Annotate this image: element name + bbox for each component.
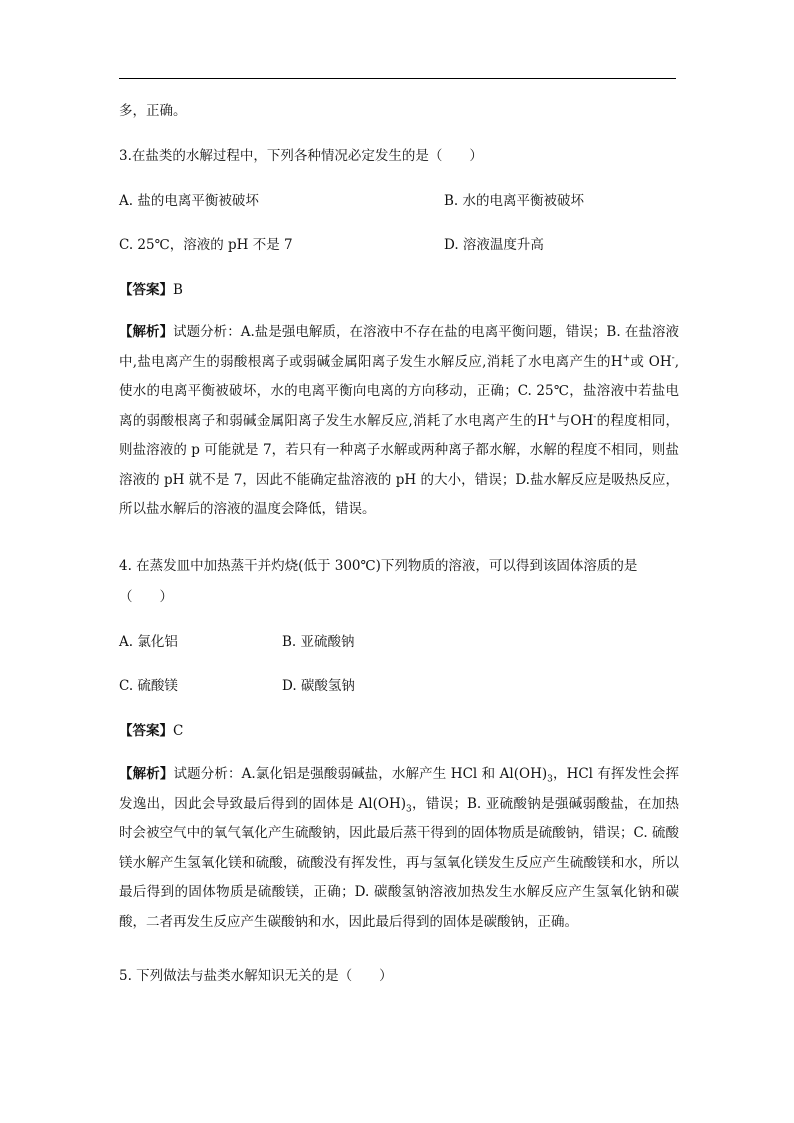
q3-option-b: B. 水的电离平衡被破坏 [444, 193, 585, 209]
q4-stem-line-1: 4. 在蒸发皿中加热蒸干并灼烧(低于 300℃)下列物质的溶液，可以得到该固体溶质的是 [119, 558, 638, 574]
q3-analysis-text-4: 与OH [556, 412, 594, 429]
q3-analysis-sup-2: - [671, 353, 675, 363]
q3-option-d: D. 溶液温度升高 [444, 237, 544, 253]
q4-option-b: B. 亚硫酸钠 [282, 634, 355, 650]
q4-analysis [119, 760, 679, 937]
q4-analysis-text-3: ，错误；B. 亚硫酸钠是强碱弱酸盐，在加热时会被空气中的氧气氧化产生硫酸钠，因此最后蒸干得到的固体物质是硫酸钠，错误；C. 硫酸镁水解产生氢氧化镁和硫酸，硫酸没有挥发性，再与氢氧化镁发生反应产生硫酸镁和水，所以最后得到的固体物质是硫酸镁，正确；D. 碳酸氢钠溶液加热发生水解反应产生氢氧化钠和碳酸，二者再发生反应产生碳酸钠和水，因此最后得到的固体是碳酸钠，正确。 [119, 795, 679, 930]
q3-analysis-text-3: , 使水的电离平衡被破坏，水的电离平衡向电离的方向移动，正确；C. 25℃，盐溶液中若盐电离的弱酸根离子和弱碱金属阳离子发生水解反应,消耗了水电离产生的H [119, 353, 679, 429]
q4-option-a: A. 氯化铝 [119, 634, 178, 650]
q3-answer-label: 【答案】 [119, 282, 173, 298]
q4-analysis-sub-1: 3 [547, 774, 553, 785]
q4-option-d: D. 碳酸氢钠 [282, 678, 355, 694]
q3-analysis-text-5: 的程度相同，则盐溶液的 p 可能就是 7，若只有一种离子水解或两种离子都水解，水解的程度不相同，则盐溶液的 pH 就不是 7，因此不能确定盐溶液的 pH 的大小，错误；D.盐水解反应是吸热反应，所以盐水解后的溶液的温度会降低，错误。 [119, 412, 679, 517]
q4-analysis-sub-2: 3 [406, 804, 412, 815]
q3-option-a: A. 盐的电离平衡被破坏 [119, 193, 259, 209]
q3-stem: 3.在盐类的水解过程中，下列各种情况必定发生的是（ ） [119, 148, 483, 164]
q3-analysis-sup-1: + [622, 353, 631, 363]
q3-analysis-text-1: 试题分析：A.盐是强电解质，在溶液中不存在盐的电离平衡问题，错误；B. 在盐溶液中,盐电离产生的弱酸根离子或弱碱金属阳离子发生水解反应,消耗了水电离产生的H [119, 324, 680, 370]
q4-answer-label: 【答案】 [119, 723, 173, 739]
q5-stem: 5. 下列做法与盐类水解知识无关的是（ ） [119, 968, 393, 984]
q4-analysis-label: 【解析】 [119, 766, 174, 782]
q4-analysis-text-1: 试题分析：A.氯化铝是强酸弱碱盐，水解产生 HCl 和 Al(OH) [173, 766, 548, 782]
q3-analysis-label: 【解析】 [119, 324, 174, 340]
q4-answer-value: C [173, 723, 184, 739]
q3-analysis [119, 318, 679, 525]
q4-answer [119, 721, 183, 741]
q3-answer-value: B [173, 282, 183, 298]
continuation-text: 多，正确。 [119, 103, 187, 119]
q3-analysis-sup-3: + [548, 412, 557, 422]
q4-stem-line-2: （ ） [119, 589, 173, 605]
q3-analysis-sup-4: - [593, 412, 597, 422]
q4-analysis-text-2: ，HCl 有挥发性会挥发逸出，因此会导致最后得到的固体是 Al(OH) [119, 766, 680, 812]
q3-answer [119, 280, 183, 300]
header-rule [119, 78, 676, 79]
q4-option-c: C. 硫酸镁 [119, 678, 178, 694]
q3-analysis-text-2: 或 OH [630, 353, 672, 370]
q3-option-c: C. 25℃，溶液的 pH 不是 7 [119, 237, 293, 253]
